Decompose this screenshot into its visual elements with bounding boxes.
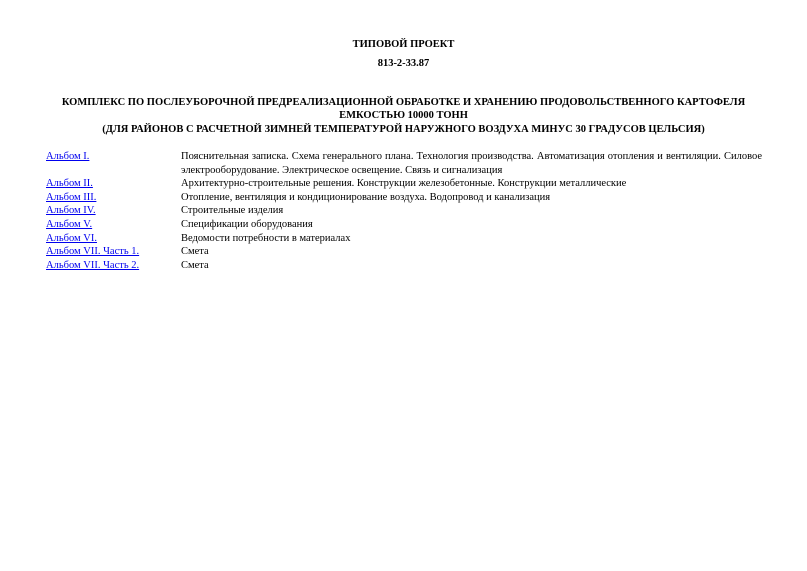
album-link-5[interactable]: Альбом V.: [46, 218, 93, 230]
album-link-6[interactable]: Альбом VI.: [46, 232, 97, 244]
album-row-1: [46, 150, 762, 177]
album-link-3[interactable]: Альбом III.: [46, 191, 97, 203]
album-description-5: Спецификации оборудования: [181, 218, 313, 230]
album-link-1[interactable]: Альбом I.: [46, 151, 90, 162]
project-code: 813-2-33.87: [377, 58, 430, 69]
album-row-6: [46, 232, 762, 246]
title-line-1: КОМПЛЕКС ПО ПОСЛЕУБОРОЧНОЙ ПРЕДРЕАЛИЗАЦИОННОЙ ОБРАБОТКЕ И ХРАНЕНИЮ ПРОДОВОЛЬСТВЕННОГО КАРТОФЕЛЯ: [61, 97, 746, 108]
album-description-3: Отопление, вентиляция и кондиционирование воздуха. Водопровод и канализация: [181, 191, 551, 203]
album-description-8: Смета: [181, 259, 209, 271]
album-description-6: Ведомости потребности в материалах: [181, 232, 351, 244]
album-row-8: [46, 259, 762, 273]
album-row-5: [46, 218, 762, 232]
album-row-4: [46, 204, 762, 218]
project-title: [40, 96, 767, 136]
album-list: [46, 150, 762, 272]
album-link-4[interactable]: Альбом IV.: [46, 205, 96, 217]
album-link-7[interactable]: Альбом VII. Часть 1.: [46, 246, 140, 258]
title-line-3: (ДЛЯ РАЙОНОВ С РАСЧЕТНОЙ ЗИМНЕЙ ТЕМПЕРАТУРОЙ НАРУЖНОГО ВОЗДУХА МИНУС 30 ГРАДУСОВ ЦЕЛЬСИЯ): [102, 123, 705, 135]
album-row-3: [46, 191, 762, 205]
album-link-8[interactable]: Альбом VII. Часть 2.: [46, 259, 140, 271]
album-description-7: Смета: [181, 246, 209, 258]
title-line-2: ЕМКОСТЬЮ 10000 ТОНН: [339, 110, 468, 122]
album-row-7: [46, 245, 762, 259]
album-description-4: Строительные изделия: [181, 205, 284, 217]
album-link-2[interactable]: Альбом II.: [46, 178, 93, 190]
album-row-2: [46, 177, 762, 191]
album-description-1: Пояснительная записка. Схема генерального плана. Технология производства. Автоматизация отопления и вентиляции. Силовое электрооборудование. Электрическое освещение. Связь и сигнализация: [181, 151, 762, 176]
project-type-heading: ТИПОВОЙ ПРОЕКТ: [352, 39, 455, 50]
album-description-2: Архитектурно-строительные решения. Конструкции железобетонные. Конструкции металлические: [181, 178, 627, 190]
